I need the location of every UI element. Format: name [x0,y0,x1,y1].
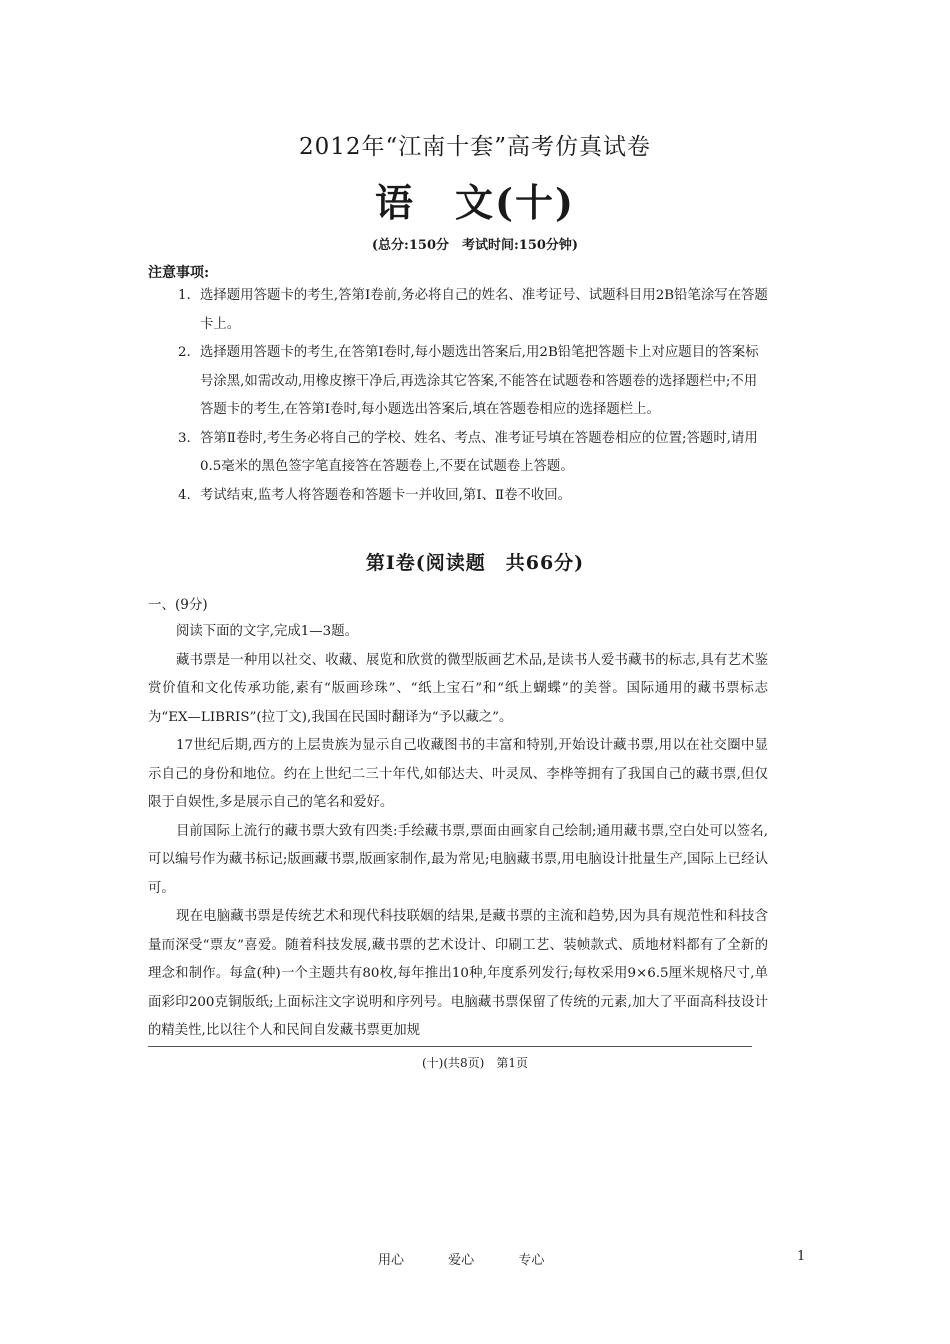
notice-item-number: 1. [178,288,191,303]
score-time-line: (总分:150分 考试时间:150分钟) [371,238,579,253]
notice-item-number: 3. [178,430,191,446]
notice-item-text: 答第Ⅱ卷时,考生务必将自己的学校、姓名、考点、准考证号填在答题卷相应的位置;答题时,请用0.5毫米的黑色签字笔直接答在答题卷上,不要在试题卷上答题。 [200,430,758,474]
subject-title: 语 文(十) [375,180,575,225]
motto-footer [378,1249,584,1268]
reading-passage [148,618,768,1046]
passage-paragraph: 藏书票是一种用以社交、收藏、展览和欣赏的微型版画艺术品,是读书人爱书藏书的标志,具有艺术鉴赏价值和文化传承功能,素有“版画珍珠”、“纸上宝石”和“纸上蝴蝶”的美誉。国际通用的藏书票标志为“EX—LIBRIS”(拉丁文),我国在民国时翻译为“予以藏之”。 [148,652,768,725]
notice-item-text: 选择题用答题卡的考生,在答第Ⅰ卷时,每小题选出答案后,用2B铅笔把答题卡上对应题目的答案标号涂黑,如需改动,用橡皮擦干净后,再选涂其它答案,不能答在试题卷和答题卷的选择题栏中;不用答题卡的考生,在答第Ⅰ卷时,每小题选出答案后,填在答题卷相应的选择题栏上。 [200,345,759,417]
notice-item [178,482,770,511]
motto-word: 用心 [378,1253,405,1268]
notice-item [178,282,770,339]
notice-item-number: 2. [178,345,191,360]
notice-item [178,425,770,482]
passage-paragraph: 现在电脑藏书票是传统艺术和现代科技联姻的结果,是藏书票的主流和趋势,因为具有规范性和科技含量而深受“票友”喜爱。随着科技发展,藏书票的艺术设计、印刷工艺、装帧款式、质地材料都有了全新的理念和制作。每盒(种)一个主题共有80枚,每年推出10种,年度系列发行;每枚采用9×6.5厘米规格尺寸,单面彩印200克铜版纸;上面标注文字说明和序列号。电脑藏书票保留了传统的元素,加大了平面高科技设计的精美性,比以往个人和民间自发藏书票更加规 [148,909,768,1038]
notice-list [178,282,770,510]
motto-word: 专心 [518,1253,545,1268]
document-page-number: 1 [797,1249,806,1264]
passage-paragraph: 17世纪后期,西方的上层贵族为显示自己收藏图书的丰富和特别,开始设计藏书票,用以在社交圈中显示自己的身份和地位。约在上世纪二三十年代,如郁达夫、叶灵凤、李桦等拥有了我国自己的藏书票,但仅限于自娱性,多是展示自己的笔名和爱好。 [148,738,768,810]
notice-heading: 注意事项: [148,265,210,281]
notice-item-text: 选择题用答题卡的考生,答第Ⅰ卷前,务必将自己的姓名、准考证号、试题科目用2B铅笔涂写在答题卡上。 [200,288,768,332]
notice-item-text: 考试结束,监考人将答题卷和答题卡一并收回,第Ⅰ、Ⅱ卷不收回。 [200,487,572,503]
section-heading: 第Ⅰ卷(阅读题 共66分) [365,552,585,574]
motto-word: 爱心 [448,1253,475,1268]
page-footer: (十)(共8页) 第1页 [422,1056,528,1070]
reading-instruction: 阅读下面的文字,完成1—3题。 [176,624,358,639]
part-label: 一、(9分) [148,597,208,613]
passage-paragraph: 目前国际上流行的藏书票大致有四类:手绘藏书票,票面由画家自己绘制;通用藏书票,空白处可以签名,可以编号作为藏书标记;版画藏书票,版画家制作,最为常见;电脑藏书票,用电脑设计批量生产,国际上已经认可。 [148,823,768,896]
notice-item-number: 4. [178,487,191,503]
footer-divider [148,1046,752,1047]
exam-title: 2012年“江南十套”高考仿真试卷 [298,134,652,160]
notice-item [178,339,770,425]
